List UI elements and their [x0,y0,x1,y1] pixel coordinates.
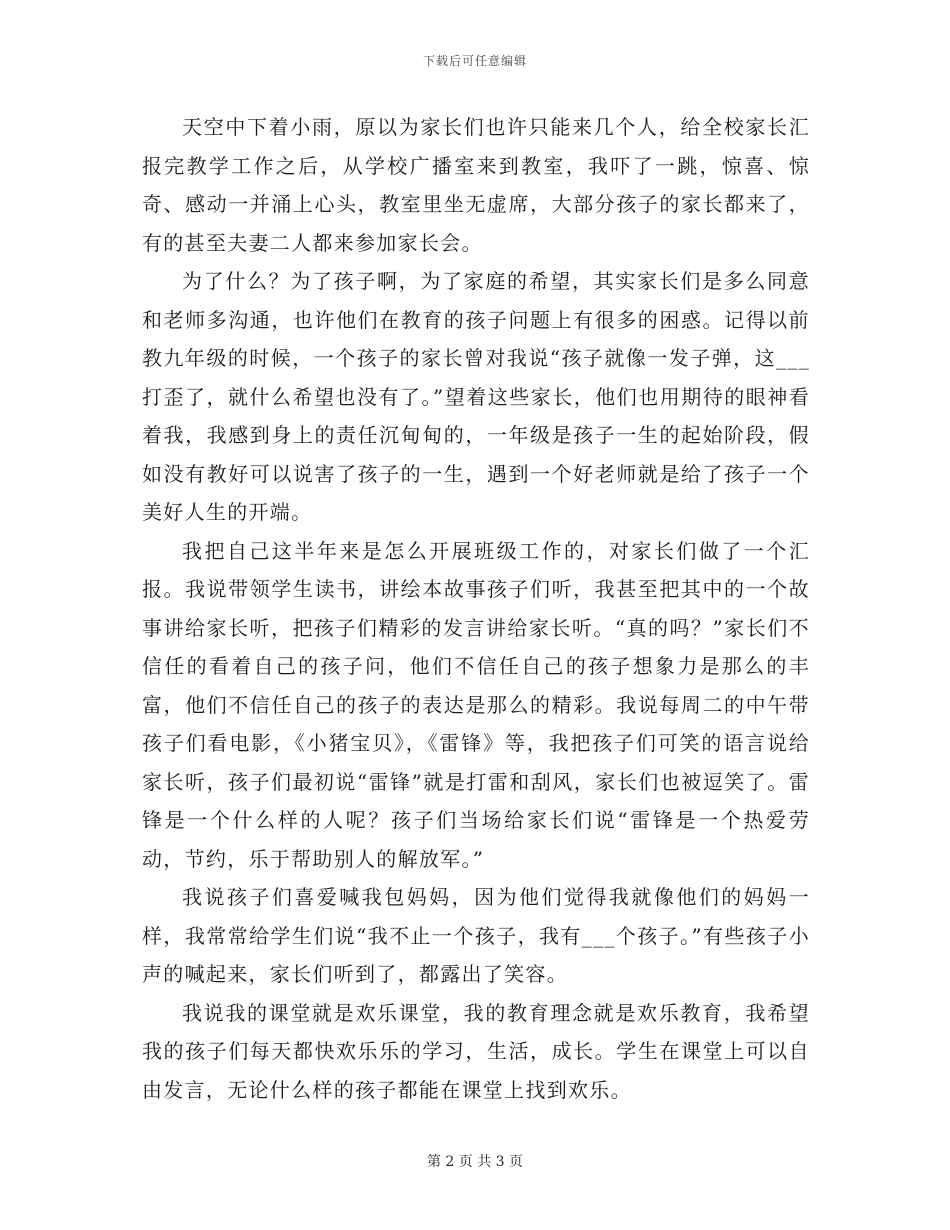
paragraph-5: 我说我的课堂就是欢乐课堂，我的教育理念就是欢乐教育，我希望我的孩子们每天都快欢乐乐的学习，生活，成长。学生在课堂上可以自由发言，无论什么样的孩子都能在课堂上找到欢乐。 [142,1000,810,1102]
document-body [142,108,810,1109]
paragraph-2: 为了什么？为了孩子啊，为了家庭的希望，其实家长们是多么同意和老师多沟通，也许他们在教育的孩子问题上有很多的困惑。记得以前教九年级的时候，一个孩子的家长曾对我说“孩子就像一发子弹，这___打歪了，就什么希望也没有了。”望着这些家长，他们也用期待的眼神看着我，我感到身上的责任沉甸甸的，一年级是孩子一生的起始阶段，假如没有教好可以说害了孩子的一生，遇到一个好老师就是给了孩子一个美好人生的开端。 [142,269,810,524]
paragraph-1: 天空中下着小雨，原以为家长们也许只能来几个人，给全校家长汇报完教学工作之后，从学校广播室来到教室，我吓了一跳，惊喜、惊奇、感动一并涌上心头，教室里坐无虚席，大部分孩子的家长都来了，有的甚至夫妻二人都来参加家长会。 [142,115,810,255]
paragraph-4: 我说孩子们喜爱喊我包妈妈，因为他们觉得我就像他们的妈妈一样，我常常给学生们说“我不止一个孩子，我有___个孩子。”有些孩子小声的喊起来，家长们听到了，都露出了笑容。 [142,885,810,986]
page-number-footer: 第 2 页 共 3 页 [426,1154,524,1170]
page-header-note: 下载后可任意编辑 [422,54,527,68]
paragraph-3: 我把自己这半年来是怎么开展班级工作的，对家长们做了一个汇报。我说带领学生读书，讲绘本故事孩子们听，我甚至把其中的一个故事讲给家长听，把孩子们精彩的发言讲给家长听。“真的吗？”家长们不信任的看着自己的孩子问，他们不信任自己的孩子想象力是那么的丰富，他们不信任自己的孩子的表达是那么的精彩。我说每周二的中午带孩子们看电影，《小猪宝贝》，《雷锋》等，我把孩子们可笑的语言说给家长听，孩子们最初说“雷锋”就是打雷和刮风，家长们也被逗笑了。雷锋是一个什么样的人呢？孩子们当场给家长们说“雷锋是一个热爱劳动，节约，乐于帮助别人的解放军。” [142,538,810,871]
